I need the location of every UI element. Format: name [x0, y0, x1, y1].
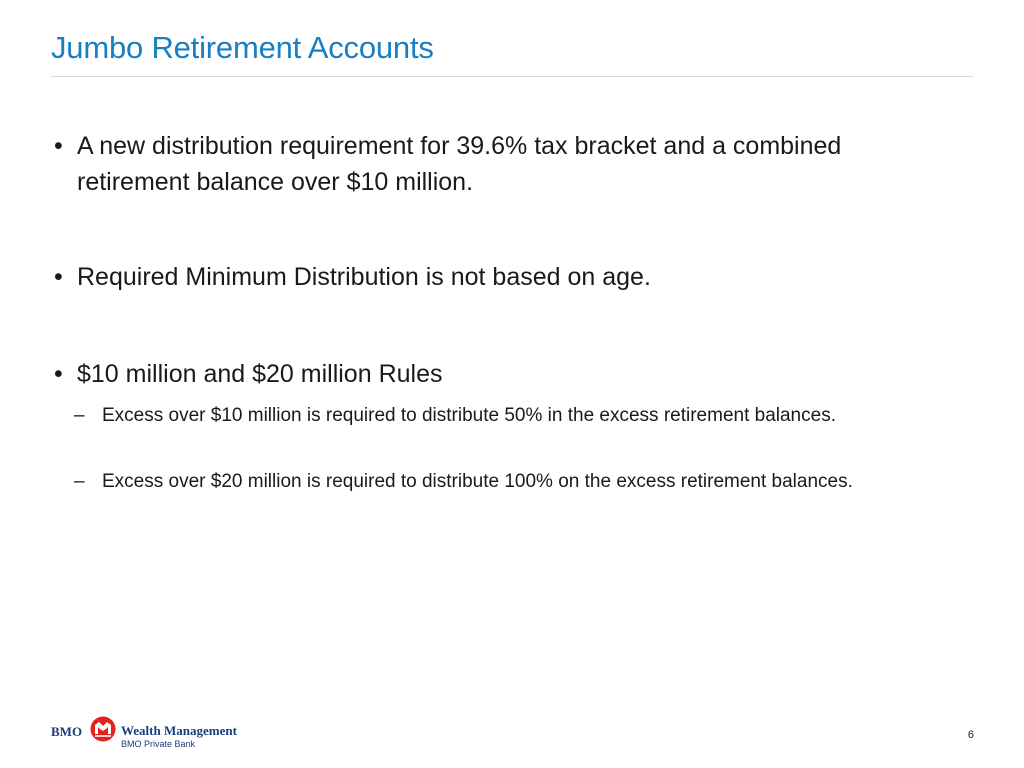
bullet-text: Required Minimum Distribution is not based on age. — [77, 263, 651, 291]
sub-bullet-item-2 — [74, 468, 924, 495]
sub-bullet-marker: – — [74, 405, 85, 426]
bullet-marker: • — [54, 360, 63, 388]
sub-bullet-text: Excess over $10 million is required to distribute 50% in the excess retirement balances. — [102, 405, 836, 426]
logo-sub-text: BMO Private Bank — [121, 739, 196, 749]
bullet-marker: • — [54, 263, 63, 291]
bmo-wealth-management-logo — [51, 714, 271, 754]
sub-bullet-item-1 — [74, 402, 904, 429]
bullet-text: $10 million and $20 million Rules — [77, 360, 443, 388]
bullet-text: A new distribution requirement for 39.6% tax bracket and a combined retirement balance over $10 million. — [77, 132, 842, 196]
sub-bullet-text: Excess over $20 million is required to distribute 100% on the excess retirement balances. — [102, 471, 853, 492]
slide-title: Jumbo Retirement Accounts — [51, 30, 434, 65]
bullet-item-2 — [54, 259, 954, 295]
bmo-roundel-icon — [90, 716, 116, 742]
page-number: 6 — [967, 729, 974, 741]
logo-bmo-text: BMO — [51, 724, 83, 739]
title-divider — [51, 76, 973, 77]
sub-bullet-marker: – — [74, 471, 85, 492]
bullet-item-3 — [54, 356, 954, 392]
bullet-marker: • — [54, 132, 63, 160]
bullet-item-1 — [54, 128, 954, 200]
logo-brand-text: Wealth Management — [121, 723, 237, 738]
